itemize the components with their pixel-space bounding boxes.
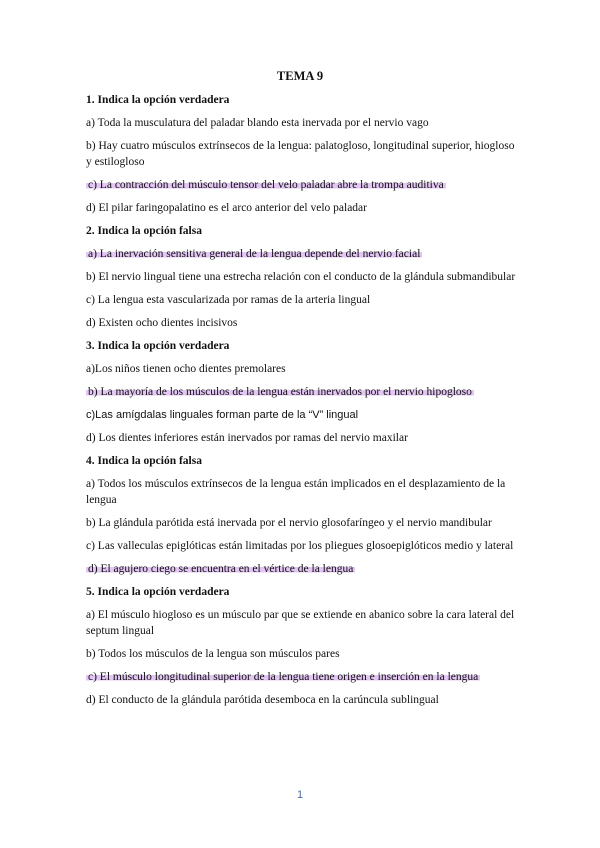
question-3	[86, 338, 518, 446]
option-d: d) El pilar faringopalatino es el arco anterior del velo paladar	[86, 202, 367, 214]
option-a: a)Los niños tienen ocho dientes premolares	[86, 363, 286, 375]
question-heading: 3. Indica la opción verdadera	[86, 340, 230, 352]
question-1	[86, 92, 518, 216]
option-d-highlighted: d) El agujero ciego se encuentra en el vértice de la lengua	[88, 563, 354, 575]
question-5	[86, 584, 518, 708]
page-number: 1	[296, 789, 304, 801]
option-b: b) El nervio lingual tiene una estrecha relación con el conducto de la glándula submandibular	[86, 271, 516, 283]
option-c: c) Las valleculas epiglóticas están limitadas por los pliegues glosoepiglóticos medio y lateral	[86, 540, 514, 552]
question-heading: 4. Indica la opción falsa	[86, 455, 202, 467]
option-b: b) Hay cuatro músculos extrínsecos de la lengua: palatogloso, longitudinal superior, hiogloso y estilogloso	[86, 140, 515, 168]
question-heading: 1. Indica la opción verdadera	[86, 94, 230, 106]
option-a: a) El músculo hiogloso es un músculo par que se extiende en abanico sobre la cara lateral del septum lingual	[86, 609, 515, 637]
option-a: a) Todos los músculos extrínsecos de la lengua están implicados en el desplazamiento de la lengua	[86, 478, 506, 506]
option-d: d) Los dientes inferiores están inervados por ramas del nervio maxilar	[86, 432, 408, 444]
option-b: b) Todos los músculos de la lengua son músculos pares	[86, 648, 340, 660]
option-b-highlighted: b) La mayoría de los músculos de la lengua están inervados por el nervio hipogloso	[88, 386, 472, 398]
question-heading: 2. Indica la opción falsa	[86, 225, 202, 237]
option-d: d) El conducto de la glándula parótida desemboca en la carúncula sublingual	[86, 694, 439, 706]
option-c: c) La lengua esta vascularizada por ramas de la arteria lingual	[86, 294, 371, 306]
question-2	[86, 223, 518, 331]
option-c-highlighted: c) La contracción del músculo tensor del velo paladar abre la trompa auditiva	[88, 179, 444, 191]
option-d: d) Existen ocho dientes incisivos	[86, 317, 238, 329]
question-list	[86, 92, 518, 715]
question-4	[86, 453, 518, 577]
question-heading: 5. Indica la opción verdadera	[86, 586, 230, 598]
option-a-highlighted: a) La inervación sensitiva general de la lengua depende del nervio facial	[88, 248, 421, 260]
option-a: a) Toda la musculatura del paladar blando esta inervada por el nervio vago	[86, 117, 429, 129]
page-title: TEMA 9	[276, 69, 324, 83]
option-c-highlighted: c) El músculo longitudinal superior de la lengua tiene origen e inserción en la lengua	[88, 671, 479, 683]
option-b: b) La glándula parótida está inervada por el nervio glosofaríngeo y el nervio mandibular	[86, 517, 492, 529]
option-c: c)Las amígdalas linguales forman parte de la “V” lingual	[86, 409, 359, 421]
